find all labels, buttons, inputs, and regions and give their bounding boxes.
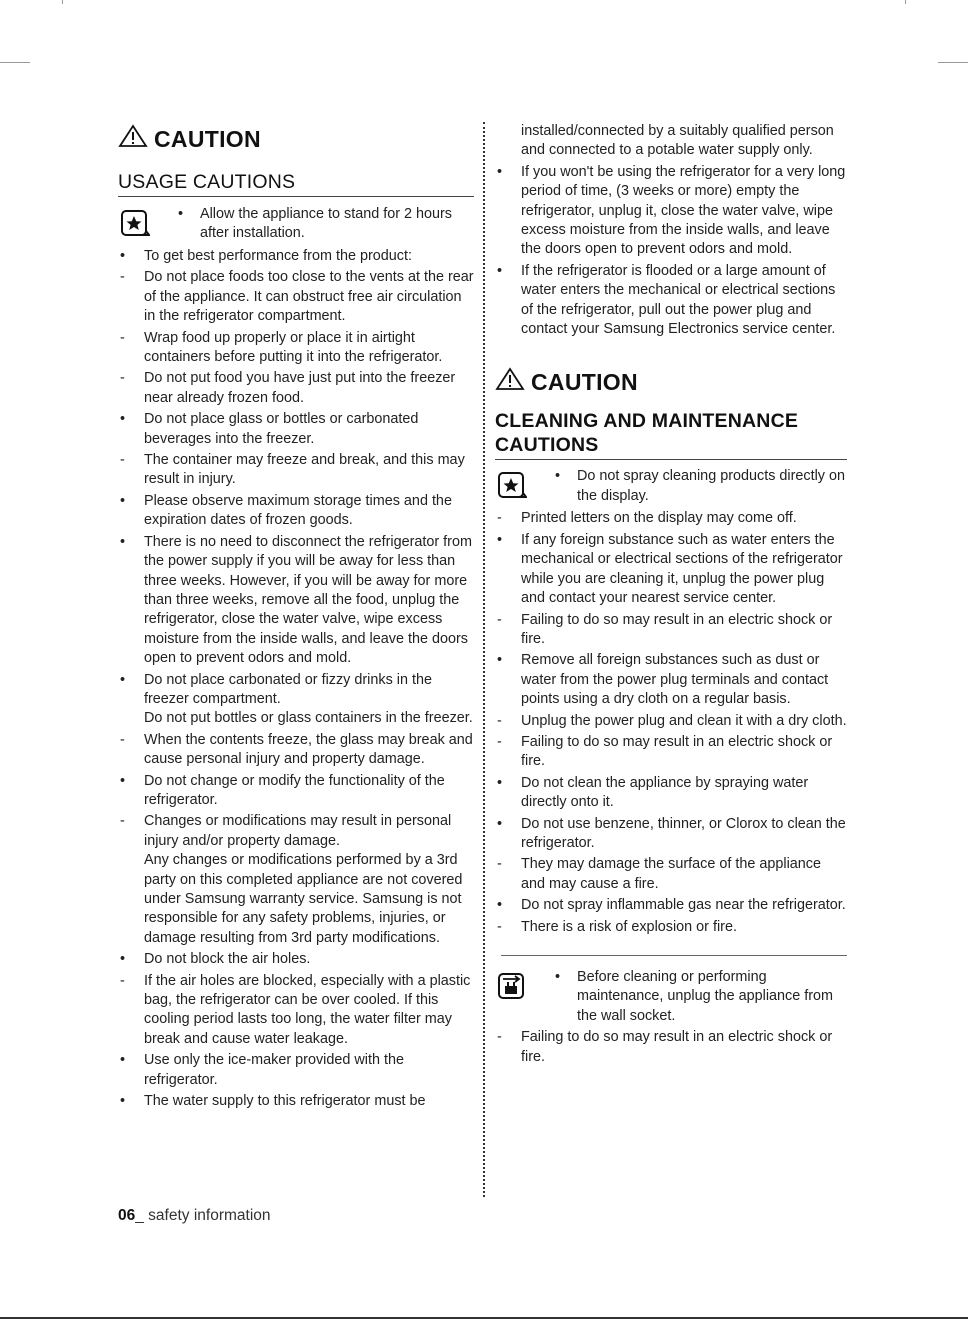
item-text: Do not clean the appliance by spraying water directly onto it. [521, 774, 809, 811]
footer-section: _ safety information [135, 1207, 271, 1224]
item-text: If the air holes are blocked, especially with a plastic bag, the refrigerator can be over cooled. If this cooling period lasts too long, the water filter may break and cause water leakage. [144, 972, 471, 1047]
divider [501, 955, 847, 956]
bullet-marker: • [555, 468, 561, 485]
column-separator [483, 122, 485, 1197]
item-text: Do not place carbonated or fizzy drinks in the freezer compartment. Do not put bottles or glass containers in the freezer. [144, 671, 473, 727]
list-item [495, 968, 847, 1026]
section-title: CLEANING AND MAINTENANCE CAUTIONS [495, 409, 847, 460]
bullet-marker: • [497, 262, 503, 279]
caution-label: CAUTION [154, 125, 261, 152]
bullet-marker: • [120, 772, 126, 789]
continued-list [495, 122, 847, 339]
bullet-marker: • [120, 411, 126, 428]
sub-item [118, 972, 474, 1050]
item-text: The water supply to this refrigerator must be [144, 1093, 426, 1110]
list-item [495, 815, 847, 854]
sub-item [495, 855, 847, 894]
dash-marker: - [120, 813, 125, 830]
sub-item [118, 451, 474, 490]
item-text: Do not place foods too close to the vents at the rear of the appliance. It can obstruct free air circulation in the refrigerator compartment. [144, 269, 474, 325]
right-column [495, 120, 847, 1067]
sub-item [118, 268, 474, 326]
dash-marker: - [120, 269, 125, 286]
dash-marker: - [497, 611, 502, 628]
dash-marker: - [497, 733, 502, 750]
list-item [118, 410, 474, 449]
dash-marker: - [497, 510, 502, 527]
cleaning-cautions-list [495, 467, 847, 937]
crop-mark [905, 0, 906, 4]
item-text: installed/connected by a suitably qualified person and connected to a potable water supply only. [521, 123, 834, 159]
item-text: Do not change or modify the functionality of the refrigerator. [144, 772, 445, 808]
dash-marker: - [497, 856, 502, 873]
unplug-list [495, 968, 847, 1067]
list-item [495, 122, 847, 161]
caution-heading [495, 367, 847, 397]
caution-label: CAUTION [531, 368, 638, 395]
list-item [495, 262, 847, 340]
dash-marker: - [120, 452, 125, 469]
dash-marker: - [120, 370, 125, 387]
list-item [118, 492, 474, 531]
crop-mark [0, 62, 30, 63]
bullet-marker: • [497, 163, 503, 180]
item-text: If you won't be using the refrigerator for a very long period of time, (3 weeks or more) empty the refrigerator, unplug it, close the water valve, wipe excess moisture from the inside walls, and leave the doors open to prevent odors and mold. [521, 163, 846, 258]
sub-item [495, 918, 847, 937]
list-item [495, 163, 847, 260]
list-item [118, 533, 474, 669]
sub-item [118, 731, 474, 770]
item-text: If the refrigerator is flooded or a large amount of water enters the mechanical or electrical sections of the refrigerator, pull out the power plug and contact your Samsung Electronics service center. [521, 262, 836, 338]
page-footer [118, 1207, 271, 1225]
list-item [495, 467, 847, 507]
bottom-rule [0, 1317, 968, 1319]
warning-triangle-icon [495, 367, 525, 397]
item-text: Do not spray cleaning products directly on the display. [577, 468, 845, 504]
crop-mark [938, 62, 968, 63]
item-text: When the contents freeze, the glass may break and cause personal injury and property damage. [144, 731, 473, 768]
list-item [495, 531, 847, 609]
sub-item [495, 509, 847, 528]
sub-item [495, 712, 847, 731]
sub-item [118, 812, 474, 948]
dash-marker: - [120, 329, 125, 346]
list-item [495, 774, 847, 813]
list-item [118, 671, 474, 729]
list-item [118, 772, 474, 811]
item-text: The container may freeze and break, and this may result in injury. [144, 452, 465, 488]
item-text: Allow the appliance to stand for 2 hours after installation. [200, 206, 452, 242]
sub-item [118, 369, 474, 408]
item-text: Please observe maximum storage times and the expiration dates of frozen goods. [144, 492, 452, 529]
sub-item [495, 733, 847, 772]
list-item [118, 950, 474, 969]
list-item [495, 896, 847, 915]
bullet-marker: • [120, 1052, 126, 1069]
list-item [495, 651, 847, 709]
bullet-marker: • [120, 248, 126, 264]
bullet-marker: • [120, 492, 126, 509]
item-text: Wrap food up properly or place it in airtight containers before putting it into the refrigerator. [144, 329, 443, 366]
item-text: Failing to do so may result in an electric shock or fire. [521, 611, 833, 647]
dash-marker: - [497, 712, 502, 729]
star-note-icon [120, 209, 150, 245]
item-text: Do not put food you have just put into the freezer near already frozen food. [144, 370, 456, 406]
bullet-marker: • [497, 774, 503, 791]
item-text: Do not use benzene, thinner, or Clorox to clean the refrigerator. [521, 815, 846, 851]
item-text: Failing to do so may result in an electric shock or fire. [521, 1029, 833, 1065]
dash-marker: - [120, 972, 125, 989]
item-text: Do not block the air holes. [144, 951, 311, 968]
item-text: Changes or modifications may result in personal injury and/or property damage. Any changes or modifications performed by a 3rd party on this completed appliance are not covered under Samsung warranty service. Samsung is not responsible for any safety problems, injuries, or damage resulting from 3rd party modifications. [144, 813, 463, 946]
item-text: To get best performance from the product: [144, 248, 412, 264]
caution-heading [118, 124, 474, 154]
item-text: Do not spray inflammable gas near the refrigerator. [521, 897, 846, 914]
item-text: Before cleaning or performing maintenance, unplug the appliance from the wall socket. [577, 969, 834, 1024]
item-text: Unplug the power plug and clean it with a dry cloth. [521, 712, 847, 729]
bullet-marker: • [555, 969, 561, 985]
item-text: There is a risk of explosion or fire. [521, 918, 737, 935]
item-text: Remove all foreign substances such as dust or water from the power plug terminals and contact points using a dry cloth on a regular basis. [521, 652, 829, 708]
item-text: If any foreign substance such as water enters the mechanical or electrical sections of the refrigerator while you are cleaning it, unplug the power plug and contact your nearest service center. [521, 531, 843, 607]
dash-marker: - [120, 731, 125, 748]
list-item [118, 1051, 474, 1090]
sub-item [495, 611, 847, 650]
item-text: Failing to do so may result in an electric shock or fire. [521, 733, 833, 770]
unplug-icon [497, 972, 527, 1008]
item-text: There is no need to disconnect the refrigerator from the power supply if you will be away for less than three weeks. However, if you will be away for more than three weeks, remove all the food, unplug the refrigerator, close the water valve, wipe excess moisture from the inside walls, and leave the doors open to prevent odors and mold. [144, 533, 472, 667]
bullet-marker: • [120, 533, 126, 550]
left-column [118, 124, 474, 1111]
item-text: Do not place glass or bottles or carbonated beverages into the freezer. [144, 411, 419, 447]
bullet-marker: • [178, 206, 184, 222]
section-title: USAGE CAUTIONS [118, 170, 474, 197]
list-item [118, 247, 474, 266]
usage-cautions-list [118, 205, 474, 1111]
page-number: 06 [118, 1207, 136, 1224]
bullet-marker: • [120, 1093, 126, 1110]
item-text: Use only the ice-maker provided with the refrigerator. [144, 1052, 404, 1088]
bullet-marker: • [497, 531, 503, 548]
star-note-icon [497, 471, 527, 507]
bullet-marker: • [497, 815, 503, 832]
warning-triangle-icon [118, 124, 148, 154]
sub-item [495, 1028, 847, 1067]
sub-item [118, 329, 474, 368]
bullet-marker: • [497, 897, 503, 914]
crop-mark [62, 0, 63, 4]
bullet-marker: • [120, 671, 126, 688]
item-text: They may damage the surface of the appliance and may cause a fire. [521, 856, 821, 892]
item-text: Printed letters on the display may come off. [521, 510, 797, 527]
list-item [118, 205, 474, 245]
dash-marker: - [497, 1029, 502, 1046]
list-item [118, 1092, 474, 1111]
bullet-marker: • [120, 951, 126, 968]
bullet-marker: • [497, 652, 503, 669]
dash-marker: - [497, 918, 502, 935]
